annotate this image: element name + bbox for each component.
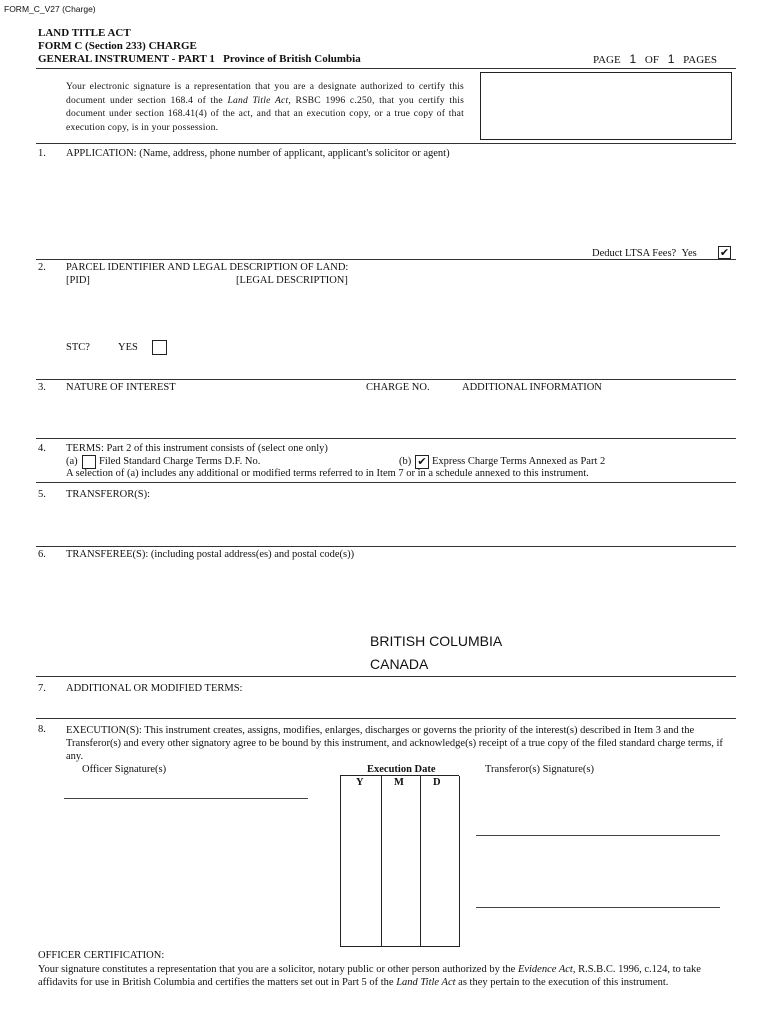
execution-day-column[interactable] [420, 776, 460, 947]
form-title-form: FORM C (Section 233) CHARGE [38, 40, 197, 52]
month-header: M [394, 777, 404, 788]
cert-land-title-act: Land Title Act [396, 977, 456, 988]
pages-label: PAGES [683, 54, 717, 66]
additional-info-label: ADDITIONAL INFORMATION [462, 382, 602, 393]
divider-7 [36, 718, 736, 719]
page-label: PAGE [593, 54, 621, 66]
officer-signature-line[interactable] [64, 798, 308, 799]
divider-5 [36, 546, 736, 547]
legal-description-field[interactable]: [LEGAL DESCRIPTION] [236, 275, 348, 286]
notice-act: Land Title Act, [227, 94, 291, 106]
item-6-number: 6. [38, 549, 46, 560]
terms-label: TERMS: Part 2 of this instrument consists of (select one only) [66, 443, 328, 454]
item-2-number: 2. [38, 262, 46, 273]
item-4-number: 4. [38, 443, 46, 454]
item-7-number: 7. [38, 683, 46, 694]
item-8-number: 8. [38, 724, 46, 735]
day-header: D [433, 777, 441, 788]
divider-3 [36, 438, 736, 439]
cert-text-3: as they pertain to the execution of this instrument. [455, 977, 669, 988]
item-3-number: 3. [38, 382, 46, 393]
execution-year-column[interactable] [340, 776, 382, 947]
of-label: OF [644, 54, 659, 66]
terms-option-a-checkbox[interactable] [82, 455, 96, 469]
terms-note: A selection of (a) includes any additional or modified terms referred to in Item 7 or in a schedule annexed to this instrument. [66, 468, 589, 479]
execution-month-column[interactable] [380, 776, 421, 947]
officer-certification-text [38, 963, 738, 989]
header-divider [36, 68, 736, 69]
stc-yes-label: YES [118, 342, 138, 353]
transferee-country[interactable]: CANADA [370, 656, 429, 672]
terms-option-a-prefix: (a) [66, 456, 78, 467]
parcel-label: PARCEL IDENTIFIER AND LEGAL DESCRIPTION OF LAND: [66, 262, 349, 273]
form-code: FORM_C_V27 (Charge) [4, 4, 96, 14]
divider-2 [36, 379, 736, 380]
terms-option-b-label: Express Charge Terms Annexed as Part 2 [432, 456, 606, 467]
nature-of-interest-label: NATURE OF INTEREST [66, 382, 176, 393]
e-signature-notice [66, 80, 464, 134]
form-title-part: GENERAL INSTRUMENT - PART 1 [38, 53, 215, 65]
total-pages[interactable]: 1 [667, 52, 675, 66]
deduct-fees-checkbox[interactable]: ✔ [719, 246, 730, 259]
execution-date-label: Execution Date [367, 764, 436, 775]
notice-text-2: RSBC 1996 c.250, that you certify this document under section 168.41(4) of the act, and that an execution copy, or a true copy of that execution copy, is in your possession. [66, 94, 464, 133]
charge-no-label: CHARGE NO. [366, 382, 430, 393]
transferee-label: TRANSFEREE(S): (including postal address(es) and postal code(s)) [66, 549, 355, 560]
divider-4 [36, 482, 736, 483]
terms-option-a-label: Filed Standard Charge Terms D.F. No. [99, 456, 261, 467]
form-title-act: LAND TITLE ACT [38, 27, 131, 39]
transferor-signature-label: Transferor(s) Signature(s) [485, 764, 594, 775]
terms-option-b-prefix: (b) [399, 456, 412, 467]
stc-label: STC? [66, 342, 90, 353]
item-5-number: 5. [38, 489, 46, 500]
terms-option-b-checkbox[interactable]: ✔ [415, 455, 429, 469]
notice-text-1: Your electronic signature is a representation that you are a designate authorized to certify this document under section 168.4 of the [66, 81, 464, 106]
deduct-fees-label [592, 248, 697, 259]
cert-text-1: Your signature constitutes a representation that you are a solicitor, notary public or other person authorized by the [38, 964, 518, 975]
deduct-fees-text: Deduct LTSA Fees? [592, 248, 677, 259]
officer-certification-title: OFFICER CERTIFICATION: [38, 950, 165, 961]
transferor-signature-line-2[interactable] [476, 907, 720, 908]
execution-text: EXECUTION(S): This instrument creates, assigns, modifies, enlarges, discharges or governs the priority of the interest(s) described in Item 3 and the Transferor(s) and every other signatory agree to be bound by this instrument, and acknowledge(s) receipt of a true copy of the filed standard charge terms, if any. [66, 725, 723, 762]
divider-1 [36, 259, 736, 260]
transferor-signature-line-1[interactable] [476, 835, 720, 836]
item-1-number: 1. [38, 148, 46, 159]
form-title-instrument [38, 53, 361, 65]
e-signature-box[interactable] [480, 72, 732, 140]
officer-signature-label: Officer Signature(s) [82, 764, 167, 775]
divider-notice [36, 143, 736, 144]
cert-text-2: , R.S.B.C. 1996, c.124, to take affidavits for use in British Columbia and certifies the matters set out in Part 5 of the [38, 964, 701, 988]
pid-field[interactable]: [PID] [66, 275, 90, 286]
deduct-fees-yes: Yes [681, 248, 697, 259]
year-header: Y [356, 777, 364, 788]
page-number[interactable]: 1 [629, 52, 637, 66]
transferor-label: TRANSFEROR(S): [66, 489, 151, 500]
province-label: Province of British Columbia [223, 53, 361, 65]
application-label: APPLICATION: (Name, address, phone number of applicant, applicant's solicitor or agent) [66, 148, 450, 159]
additional-terms-label: ADDITIONAL OR MODIFIED TERMS: [66, 683, 243, 694]
divider-6 [36, 676, 736, 677]
cert-evidence-act: Evidence Act [517, 964, 573, 975]
stc-checkbox[interactable] [152, 340, 167, 355]
page-indicator [593, 52, 717, 66]
transferee-province[interactable]: BRITISH COLUMBIA [370, 633, 503, 649]
